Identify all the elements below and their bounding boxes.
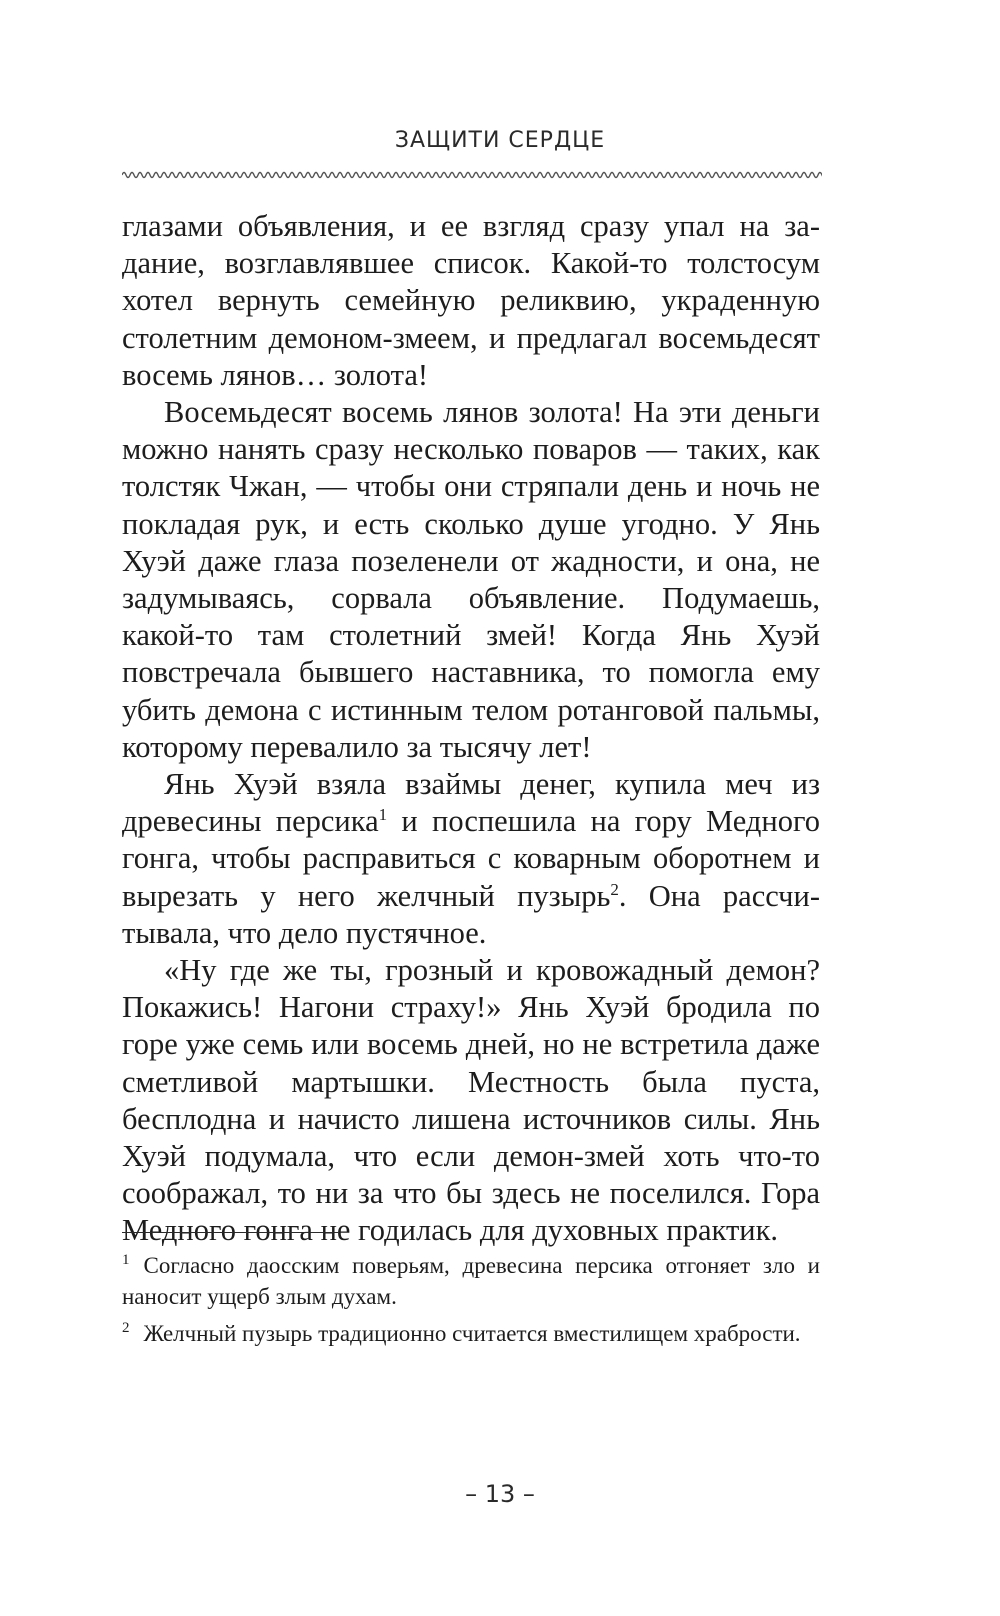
paragraph-3-text-b: и поспешила на гору Медного гонга, чтобы расправиться с коварным оборотнем и вырезать у него желчный пузырь [122, 804, 820, 913]
footnote-1 [122, 1250, 820, 1312]
paragraph-3-text-a: Янь Хуэй взяла взаймы денег, купила меч из древесины персика [122, 767, 820, 839]
running-head: ЗАЩИТИ СЕРДЦЕ [394, 128, 606, 153]
page-number: – 13 – [465, 1480, 535, 1508]
footnote-separator [122, 1232, 338, 1233]
footnote-ref-1[interactable]: 1 [378, 805, 388, 825]
main-text [122, 208, 820, 1250]
footnote-ref-2[interactable]: 2 [610, 879, 619, 899]
header-wave-rule [122, 168, 822, 182]
paragraph-4: «Ну где же ты, грозный и кровожадный демон? Покажись! Нагони страху!» Янь Хуэй бродила по горе уже семь или восемь дней, но не встретила даже сметливой мартышки. Местность была пуста, бесплодна и начисто лишена источников силы. Янь Хуэй подумала, что если демон-змей хоть что-то соображал, то ни за что бы здесь не поселился. Гора Медного гонга не годилась для духовных практик. [122, 953, 820, 1248]
footnote-2-number: 2 [122, 1320, 130, 1337]
footnotes [122, 1250, 820, 1355]
paragraph-1: глазами объявления, и ее взгляд сразу упал на задание, возглавлявшее список. Какой-то толстосум хотел вернуть семейную реликвию, украденную столетним демоном-змеем, и предлагал восемьдесят восемь лянов… золота! [122, 209, 820, 392]
paragraph-3-text-c: . Она рассчитывала, что дело пустячное. [122, 878, 820, 950]
footnote-1-number: 1 [122, 1252, 130, 1269]
footnote-2-text: Желчный пузырь традиционно считается вместилищем храбрости. [143, 1321, 801, 1346]
footnote-2 [122, 1318, 820, 1349]
paragraph-2: Восемьдесят восемь лянов золота! На эти деньги можно нанять сразу несколько поваров — таких, как толстяк Чжан, — чтобы они стряпали день и ночь не покладая рук, и есть сколько душе угодно. У Янь Хуэй даже глаза позеленели от жадности, и она, не задумываясь, сорвала объявление. Подумаешь, какой-то там столетний змей! Когда Янь Хуэй повстречала бывшего наставника, то помогла ему убить демона с истинным телом ротанговой пальмы, которому перевалило за тысячу лет! [122, 395, 820, 764]
paragraph-3 [122, 766, 820, 952]
footnote-1-text: Согласно даосским поверьям, древесина персика отгоняет зло и наносит ущерб злым духам. [122, 1253, 820, 1309]
